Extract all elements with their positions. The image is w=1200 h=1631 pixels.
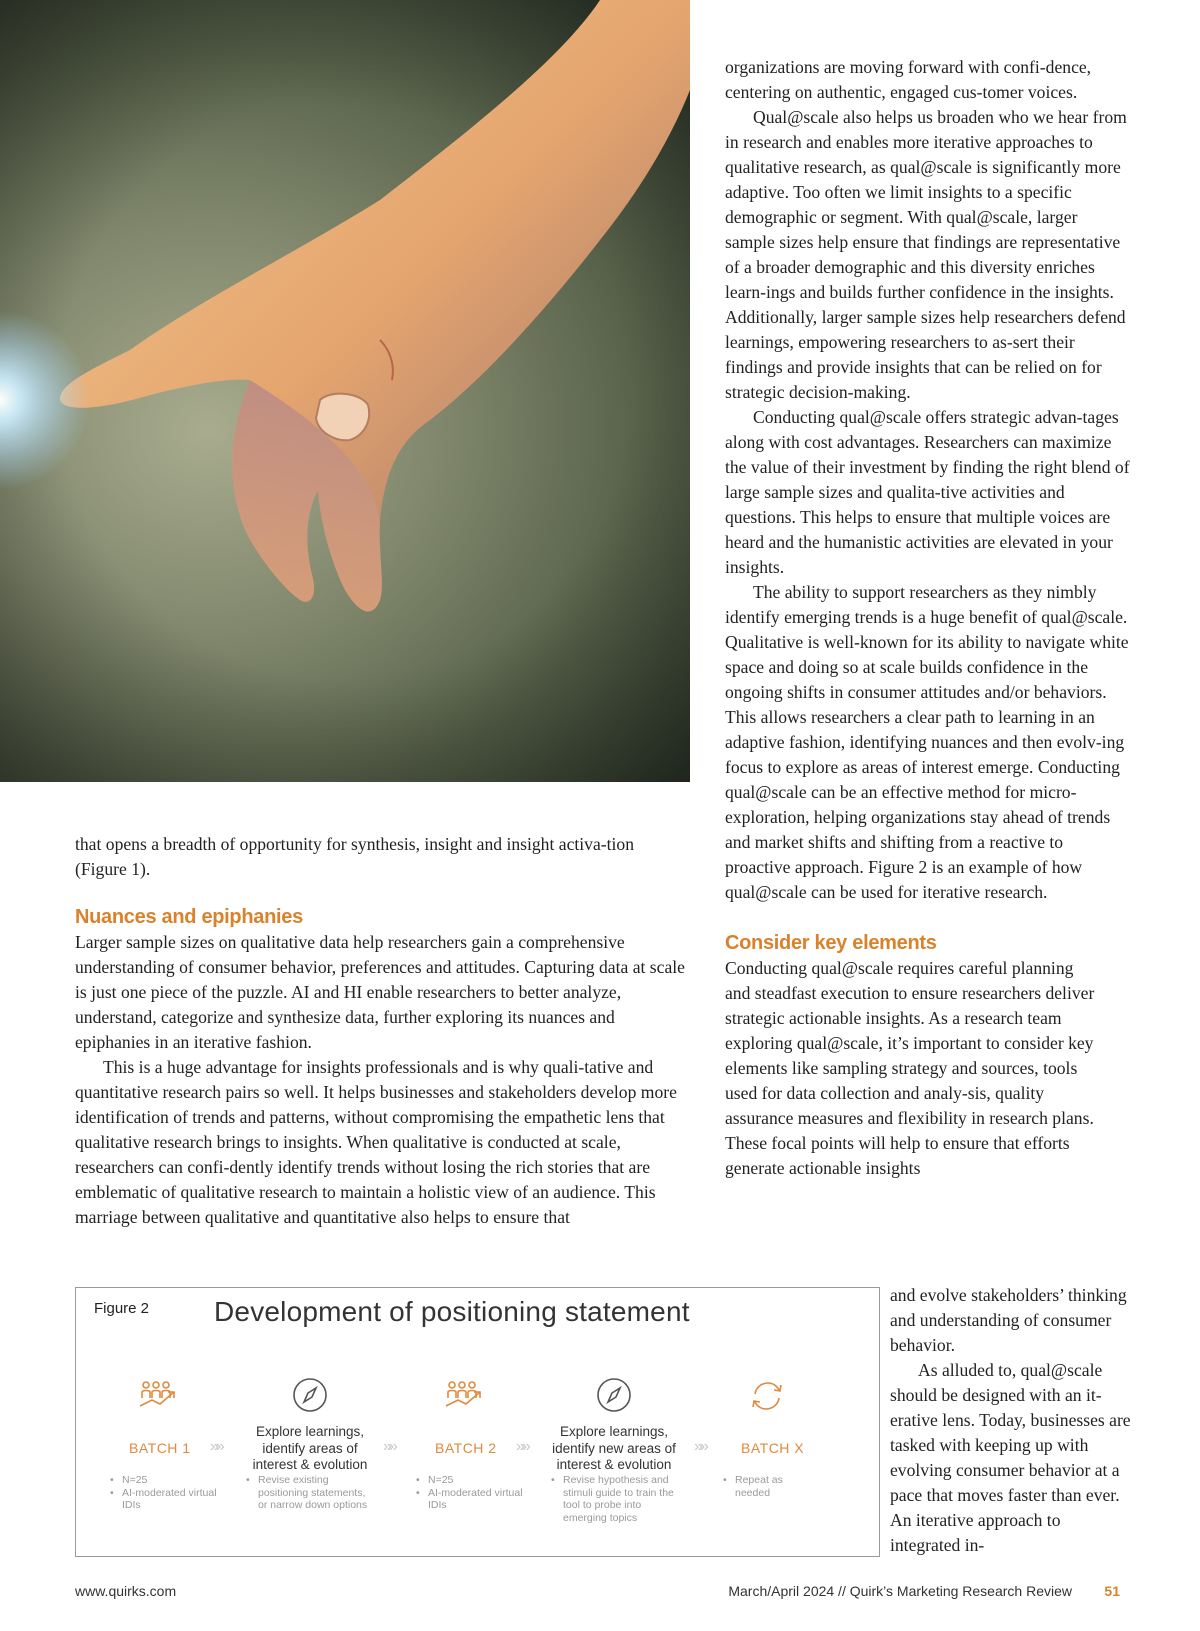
right-wrap-column <box>890 1283 1135 1558</box>
section-heading-key-elements: Consider key elements <box>725 932 937 954</box>
body-paragraph: This is a huge advantage for insights professionals and is why quali-tative and quantitative research pairs so well. It helps businesses and stakeholders develop more identification of trends and patterns, without compromising the empathetic lens that qualitative research brings to insights. When qualitative is conducted at scale, researchers can confi-dently identify trends without losing the rich stories that are emblematic of qualitative research to maintain a holistic view of an audience. This marriage between qualitative and quantitative also helps to ensure that <box>75 1057 677 1227</box>
left-column <box>75 832 690 1230</box>
body-paragraph: organizations are moving forward with confi-dence, centering on authentic, engaged cus-tomer voices. <box>725 57 1092 102</box>
stage-bullets <box>110 1474 220 1512</box>
page-number: 51 <box>1104 1583 1120 1599</box>
figure-2 <box>75 1287 880 1557</box>
bullet-item: • N=25 <box>110 1474 220 1487</box>
chevron-right-icon: »» <box>383 1438 395 1455</box>
body-paragraph: The ability to support researchers as they nimbly identify emerging trends is a huge benefit of qual@scale. Qualitative is well-known for its ability to navigate white space and doing so at scale builds confidence in the ongoing shifts in consumer attitudes and/or behaviors. This allows researchers a clear path to learning in an adaptive fashion, identifying nuances and then evolv-ing focus to explore as areas of interest emerge. Conducting qual@scale can be an effective method for micro-exploration, helping organizations stay ahead of trends and market shifts and shifting from a reactive to proactive approach. Figure 2 is an example of how qual@scale can be used for iterative research. <box>725 582 1129 902</box>
bullet-item: • Revise hypothesis and stimuli guide to train the tool to probe into emerging topics <box>551 1474 681 1524</box>
stage-bullets <box>246 1474 376 1512</box>
bullet-item: • N=25 <box>416 1474 526 1487</box>
right-column <box>725 55 1130 1181</box>
people-group-icon <box>138 1378 182 1414</box>
section-heading-nuances: Nuances and epiphanies <box>75 906 303 928</box>
refresh-cycle-icon <box>749 1378 785 1414</box>
figure-label: Figure 2 <box>94 1300 150 1317</box>
stage-name: BATCH X <box>741 1440 805 1456</box>
stage-bullets <box>416 1474 526 1512</box>
body-paragraph: Qual@scale also helps us broaden who we hear from in research and enables more iterative approaches to qualitative research, as qual@scale is significantly more adaptive. Too often we limit insights to a specific demographic or segment. With qual@scale, larger sample sizes help ensure that findings are representative of a broader demographic and this diversity enriches learn-ings and builds further confidence in the insights. Additionally, larger sample sizes help researchers defend learnings, empowering researchers to as-sert their findings and provide insights that can be relied on for strategic decision-making. <box>725 107 1127 402</box>
body-paragraph: Conducting qual@scale offers strategic advan-tages along with cost advantages. Researchers can maximize the value of their investment by finding the right blend of large sample sizes and qualita-tive activities and questions. This helps to ensure that multiple voices are heard and the humanistic activities are elevated in your insights. <box>725 407 1130 577</box>
body-paragraph: and evolve stakeholders’ thinking and understanding of consumer behavior. <box>890 1285 1127 1355</box>
figure-title: Development of positioning statement <box>214 1296 690 1327</box>
bullet-item: • AI-moderated virtual IDIs <box>110 1487 220 1512</box>
chevron-right-icon: »» <box>210 1438 222 1455</box>
stage-name: Explore learnings, identify new areas of interest & evolution <box>552 1424 676 1472</box>
bullet-item: • Revise existing positioning statements, or narrow down options <box>246 1474 376 1512</box>
stage-bullets <box>723 1474 803 1499</box>
compass-icon <box>291 1376 329 1414</box>
body-paragraph: that opens a breadth of opportunity for synthesis, insight and insight activa-tion (Figure 1). <box>75 834 634 879</box>
people-group-icon <box>444 1378 488 1414</box>
stage-bullets <box>551 1474 681 1524</box>
bullet-item: • Repeat as needed <box>723 1474 803 1499</box>
body-paragraph: Larger sample sizes on qualitative data help researchers gain a comprehensive understanding of consumer behavior, preferences and attitudes. Capturing data at scale is just one piece of the puzzle. AI and HI enable researchers to better analyze, understand, categorize and synthesize data, further exploring its nuances and epiphanies in an iterative fashion. <box>75 932 685 1052</box>
compass-icon <box>595 1376 633 1414</box>
stage-name: Explore learnings, identify areas of interest & evolution <box>252 1424 368 1472</box>
stage-name: BATCH 2 <box>435 1440 497 1456</box>
footer-website: www.quirks.com <box>75 1583 177 1599</box>
body-paragraph: As alluded to, qual@scale should be designed with an it-erative lens. Today, businesses are tasked with keeping up with evolving consumer behavior at a pace that moves faster than ever. An iterative approach to integrated in- <box>890 1360 1131 1555</box>
hero-image <box>0 0 690 782</box>
stage-name: BATCH 1 <box>129 1440 191 1456</box>
body-paragraph: Conducting qual@scale requires careful planning and steadfast execution to ensure researchers deliver strategic actionable insights. As a research team exploring qual@scale, it’s important to consider key elements like sampling strategy and sources, tools used for data collection and analy-sis, quality assurance measures and flexibility in research plans. These focal points will help to ensure that efforts generate actionable insights <box>725 958 1095 1178</box>
chevron-right-icon: »» <box>694 1438 706 1455</box>
bullet-item: • AI-moderated virtual IDIs <box>416 1487 526 1512</box>
chevron-right-icon: »» <box>516 1438 528 1455</box>
footer-issue: March/April 2024 // Quirk’s Marketing Research Review <box>728 1583 1072 1599</box>
